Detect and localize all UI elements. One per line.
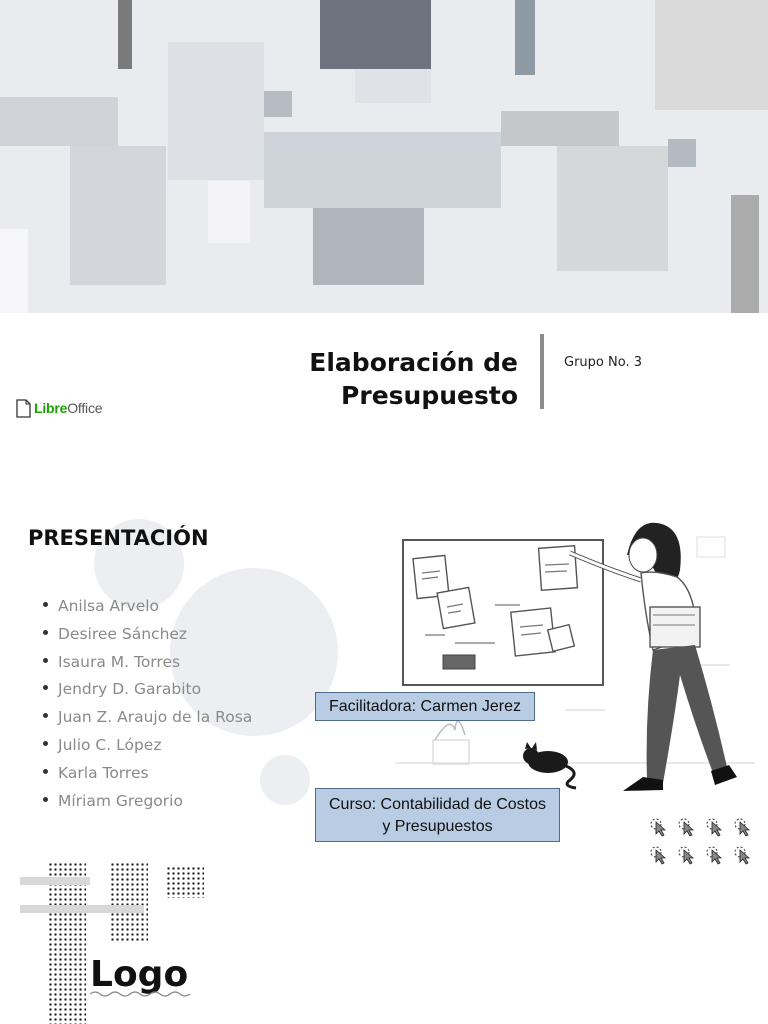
list-item: Anilsa Arvelo	[40, 594, 252, 622]
banner-block	[668, 139, 696, 167]
banner-block	[655, 0, 768, 110]
libreoffice-logo	[16, 399, 126, 419]
banner-block	[355, 69, 431, 103]
course-label	[315, 788, 560, 842]
presentation-heading: PRESENTACIÓN	[28, 526, 209, 550]
title-divider	[540, 334, 544, 409]
logo-placeholder: Logo	[90, 954, 189, 995]
cursor-pattern	[650, 816, 758, 866]
list-item: Isaura M. Torres	[40, 650, 252, 678]
banner-block	[0, 97, 118, 146]
dot-grid-decoration	[110, 862, 148, 942]
squiggle-underline	[90, 990, 190, 998]
banner-block	[118, 0, 132, 69]
list-item: Desiree Sánchez	[40, 622, 252, 650]
list-item: Julio C. López	[40, 733, 252, 761]
banner-block	[515, 0, 535, 75]
facilitator-label: Facilitadora: Carmen Jerez	[315, 692, 535, 721]
list-item: Karla Torres	[40, 761, 252, 789]
list-item: Jendry D. Garabito	[40, 677, 252, 705]
decor-bar	[20, 877, 90, 885]
banner-block	[501, 111, 619, 146]
title-line-2: Presupuesto	[341, 381, 518, 410]
cursor-click-icon	[650, 816, 758, 866]
decor-circle-tiny	[260, 755, 310, 805]
page-title	[188, 346, 518, 412]
banner-block	[70, 146, 166, 285]
course-line-1: Curso: Contabilidad de Costos	[328, 796, 546, 813]
libreoffice-document-icon	[16, 399, 32, 418]
libreoffice-wordmark	[34, 400, 102, 416]
banner-block	[731, 195, 759, 313]
banner-block	[0, 229, 28, 313]
banner-block	[208, 181, 250, 243]
banner-block	[557, 146, 668, 271]
list-item: Míriam Gregorio	[40, 789, 252, 817]
decor-bar	[20, 905, 144, 913]
group-label: Grupo No. 3	[564, 355, 642, 370]
office-text: Office	[67, 400, 103, 416]
header-banner	[0, 0, 768, 313]
banner-block	[264, 132, 501, 208]
dot-grid-decoration	[48, 862, 86, 1024]
cat-icon	[518, 738, 584, 790]
banner-block	[313, 208, 424, 285]
course-line-2: y Presupuestos	[382, 818, 493, 835]
member-list	[40, 594, 252, 816]
banner-block	[320, 0, 431, 69]
list-item: Juan Z. Araujo de la Rosa	[40, 705, 252, 733]
dot-grid-decoration	[166, 866, 204, 898]
libre-text: Libre	[34, 400, 68, 416]
banner-block	[264, 91, 292, 117]
title-line-1: Elaboración de	[309, 348, 518, 377]
banner-block	[168, 42, 264, 180]
